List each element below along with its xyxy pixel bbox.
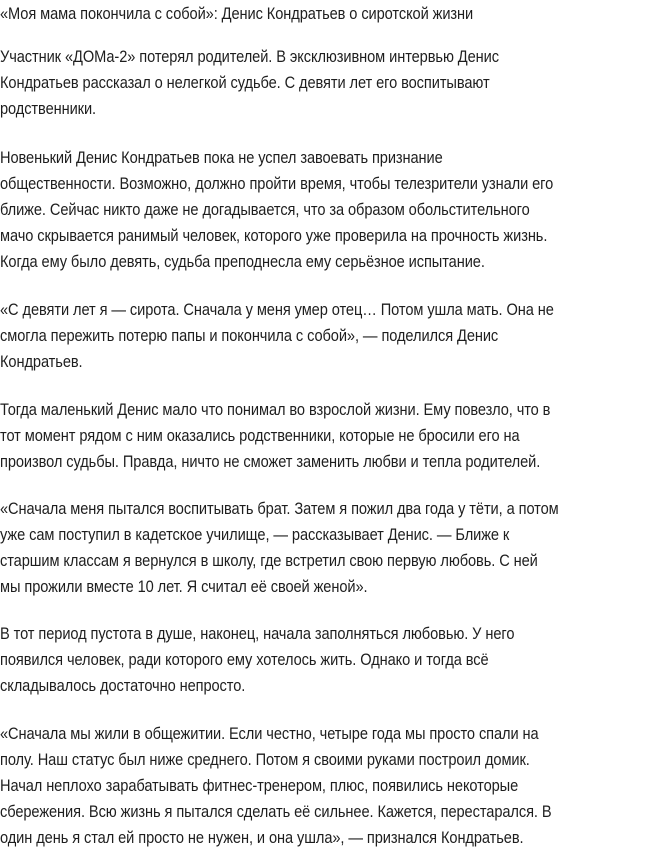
paragraph-line: Начал неплохо зарабатывать фитнес-тренером, плюс, появились некоторые <box>0 776 519 795</box>
paragraph-line: Тогда маленький Денис мало что понимал во взрослой жизни. Ему повезло, что в <box>0 400 551 419</box>
article-title: «Моя мама покончила с собой»: Денис Кондратьев о сиротской жизни <box>0 4 474 23</box>
paragraph-line: общественности. Возможно, должно пройти время, чтобы телезрители узнали его <box>0 174 554 193</box>
paragraph-line: Когда ему было девять, судьба преподнесла ему серьёзное испытание. <box>0 252 485 271</box>
paragraph-line: «С девяти лет я — сирота. Сначала у меня умер отец… Потом ушла мать. Она не <box>0 300 554 319</box>
paragraph-line: ближе. Сейчас никто даже не догадывается, что за образом обольстительного <box>0 200 530 219</box>
paragraph-line: тот момент рядом с ним оказались родственники, которые не бросили его на <box>0 426 520 445</box>
paragraph-line: Кондратьев рассказал о нелегкой судьбе. С девяти лет его воспитывают <box>0 73 490 92</box>
paragraph-line: Участник «ДОМа-2» потерял родителей. В эксклюзивном интервью Денис <box>0 47 499 66</box>
paragraph-line: смогла пережить потерю папы и покончила с собой», — поделился Денис <box>0 326 499 345</box>
paragraph-line: уже сам поступил в кадетское училище, — рассказывает Денис. — Ближе к <box>0 525 510 544</box>
paragraph-line: старшим классам я вернулся в школу, где встретил свою первую любовь. С ней <box>0 551 538 570</box>
paragraph-line: один день я стал ей просто не нужен, и она ушла», — признался Кондратьев. <box>0 828 524 847</box>
paragraph-line: складывалось достаточно непросто. <box>0 676 246 695</box>
paragraph-line: мы прожили вместе 10 лет. Я считал её своей женой». <box>0 577 368 596</box>
paragraph-line: произвол судьбы. Правда, ничто не сможет заменить любви и тепла родителей. <box>0 452 541 471</box>
paragraph-line: Кондратьев. <box>0 352 83 371</box>
paragraph-line: родственники. <box>0 99 97 118</box>
paragraph-line: полу. Наш статус был ниже среднего. Потом я своими руками построил домик. <box>0 750 530 769</box>
paragraph-line: появился человек, ради которого ему хотелось жить. Однако и тогда всё <box>0 650 489 669</box>
paragraph-line: «Сначала мы жили в общежитии. Если честно, четыре года мы просто спали на <box>0 724 539 743</box>
paragraph-line: «Сначала меня пытался воспитывать брат. Затем я пожил два года у тёти, а потом <box>0 499 559 518</box>
paragraph-line: сбережения. Всю жизнь я пытался сделать её сильнее. Кажется, перестарался. В <box>0 802 552 821</box>
paragraph-line: В тот период пустота в душе, наконец, начала заполняться любовью. У него <box>0 624 515 643</box>
paragraph-line: мачо скрывается ранимый человек, которого уже проверила на прочность жизнь. <box>0 226 548 245</box>
paragraph-line: Новенький Денис Кондратьев пока не успел завоевать признание <box>0 148 443 167</box>
